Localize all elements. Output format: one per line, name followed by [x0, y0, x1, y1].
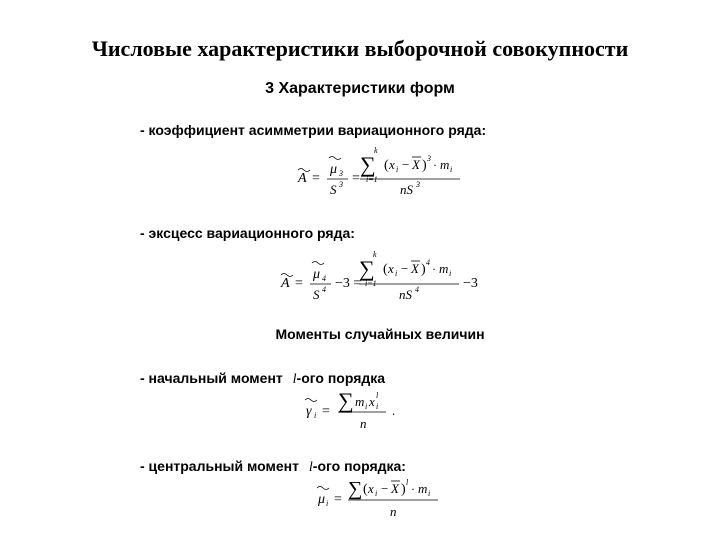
svg-text:i: i [428, 489, 431, 498]
svg-text:(: ( [363, 482, 368, 497]
page-title: Числовые характеристики выборочной совокупности [91, 36, 629, 61]
central-moment-label [140, 458, 406, 476]
svg-text:x: x [369, 394, 375, 409]
initial-moment-label [140, 370, 385, 388]
svg-text:k: k [373, 250, 377, 259]
excess-label: - эксцесс вариационного ряда: [140, 225, 355, 241]
svg-text:−3 =: −3 = [335, 276, 362, 291]
svg-text:m: m [440, 157, 450, 172]
svg-text:x: x [368, 481, 374, 496]
excess-formula [275, 245, 505, 305]
svg-text:i=1: i=1 [366, 175, 378, 184]
svg-text:A: A [298, 171, 307, 186]
svg-text:4: 4 [322, 285, 326, 294]
svg-text:·: · [432, 262, 436, 276]
initial-moment-prefix: - начальный момент [140, 370, 283, 386]
svg-text:(: ( [383, 262, 388, 277]
svg-text:∑: ∑ [348, 478, 363, 500]
initial-moment-suffix: -ого порядка [296, 370, 386, 386]
svg-text:i: i [395, 269, 398, 278]
svg-text:n: n [390, 504, 397, 519]
svg-text:i: i [449, 269, 452, 278]
svg-text:4: 4 [415, 285, 419, 294]
svg-text:i: i [375, 489, 378, 498]
initial-moment-var: l [292, 372, 297, 387]
svg-text:4: 4 [322, 274, 326, 283]
svg-text:x: x [389, 157, 395, 172]
asymmetry-label: - коэффициент асимметрии вариационного ряда: [140, 122, 487, 138]
svg-text:nS: nS [400, 182, 413, 197]
svg-text:X: X [411, 261, 419, 276]
svg-text:i: i [365, 402, 368, 411]
svg-text:A: A [281, 276, 290, 291]
central-moment-formula [312, 475, 462, 525]
svg-text:∑: ∑ [338, 388, 354, 413]
svg-text:γ: γ [306, 404, 312, 419]
svg-text:−3: −3 [463, 276, 478, 291]
svg-text:3: 3 [427, 154, 431, 163]
svg-text:−: − [402, 157, 410, 172]
svg-text:·: · [433, 158, 437, 172]
svg-text:4: 4 [426, 258, 430, 267]
svg-text:m: m [439, 261, 449, 276]
central-moment-prefix: - центральный момент [140, 458, 299, 474]
svg-text:∑: ∑ [360, 152, 376, 177]
moments-heading: Моменты случайных величин [275, 326, 485, 342]
svg-text:=: = [352, 171, 360, 186]
svg-text:X: X [391, 481, 399, 496]
svg-text:): ) [422, 158, 427, 173]
svg-text:k: k [374, 146, 378, 155]
svg-text:3: 3 [339, 169, 343, 178]
svg-text:=: = [322, 404, 330, 419]
asymmetry-formula [290, 142, 490, 202]
svg-text:i: i [450, 165, 453, 174]
svg-text:i: i [314, 411, 317, 420]
svg-text:x: x [388, 261, 394, 276]
svg-text:i: i [326, 499, 329, 508]
svg-text:): ) [421, 262, 426, 277]
svg-text:=: = [295, 276, 303, 291]
svg-text:3: 3 [416, 180, 420, 189]
svg-text:μ: μ [330, 162, 338, 177]
svg-text:n: n [360, 416, 367, 431]
svg-text:S: S [330, 182, 337, 197]
svg-text:i: i [396, 165, 399, 174]
svg-text:=: = [334, 492, 342, 507]
svg-text:l: l [406, 478, 409, 487]
svg-text:μ: μ [318, 492, 326, 507]
svg-text:nS: nS [399, 287, 412, 302]
svg-text:): ) [401, 482, 406, 497]
svg-text:∑: ∑ [359, 256, 375, 281]
svg-text:−: − [381, 481, 389, 496]
svg-text:3: 3 [339, 180, 343, 189]
section-subtitle: 3 Характеристики форм [265, 80, 455, 97]
svg-text:X: X [412, 157, 420, 172]
svg-text:.: . [392, 403, 396, 418]
svg-text:=: = [312, 171, 320, 186]
svg-text:−: − [401, 261, 409, 276]
central-moment-var: l [308, 460, 313, 475]
svg-text:·: · [411, 482, 415, 496]
initial-moment-formula [300, 388, 420, 438]
svg-text:i: i [376, 402, 379, 411]
svg-text:i=1: i=1 [365, 279, 377, 288]
svg-text:S: S [313, 287, 320, 302]
svg-text:l: l [376, 391, 379, 400]
svg-text:m: m [355, 394, 365, 409]
svg-text:μ: μ [313, 267, 321, 282]
svg-text:m: m [418, 481, 428, 496]
svg-text:(: ( [384, 158, 389, 173]
central-moment-suffix: -ого порядка: [312, 458, 406, 474]
